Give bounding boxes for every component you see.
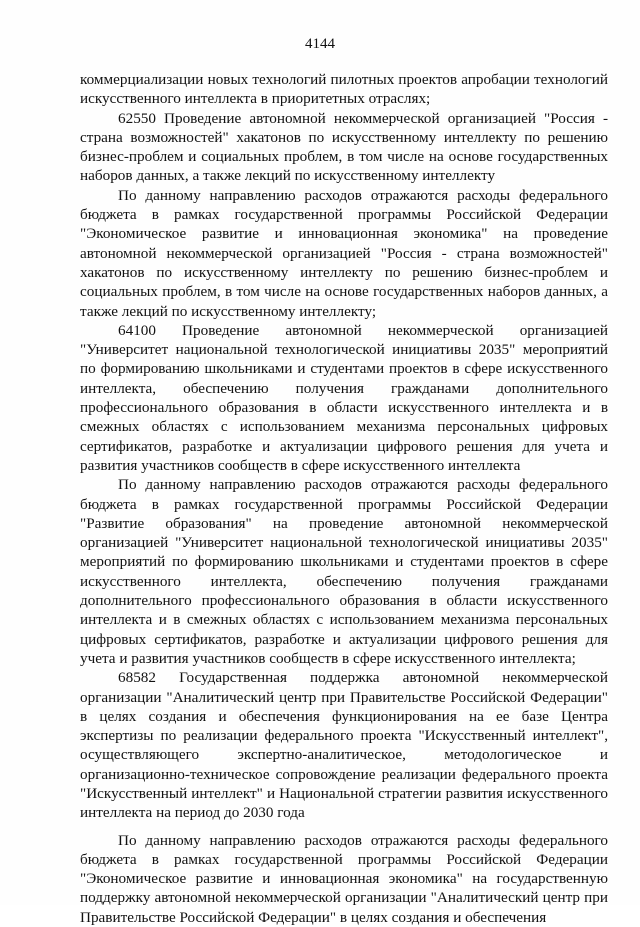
paragraph-description-68582: По данному направлению расходов отражаются расходы федерального бюджета в рамках государственной программы Российской Федерации "Экономическое развитие и инновационная экономика" на государственную поддержку автономной некоммерческой организации "Аналитический центр при Правительстве Российской Федерации" в целях создания и обеспечения (80, 831, 608, 926)
document-body (80, 70, 608, 927)
paragraph-description-64100: По данному направлению расходов отражаются расходы федерального бюджета в рамках государственной программы Российской Федерации "Развитие образования" на проведение автономной некоммерческой организацией "Университет национальной технологической инициативы 2035" мероприятий по формированию школьниками и студентами проектов в сфере искусственного интеллекта, обеспечению получения гражданами дополнительного профессионального образования в области искусственного интеллекта и в смежных областях с использованием механизма персональных цифровых сертификатов, разработке и актуализации цифрового решения для учета и развития участников сообществ в сфере искусственного интеллекта; (80, 476, 608, 667)
paragraph-code-68582: 68582 Государственная поддержка автономной некоммерческой организации "Аналитический центр при Правительстве Российской Федерации" в целях создания и обеспечения функционирования на ее базе Центра экспертизы по реализации федерального проекта "Искусственный интеллект", осуществляющего экспертно-аналитическое, методологическое и организационно-техническое сопровождение реализации федерального проекта "Искусственный интеллект" и Национальной стратегии развития искусственного интеллекта на период до 2030 года (80, 669, 608, 822)
paragraph-code-64100: 64100 Проведение автономной некоммерческой организацией "Университет национальной технологической инициативы 2035" мероприятий по формированию школьниками и студентами проектов в сфере искусственного интеллекта, обеспечению получения гражданами дополнительного профессионального образования в области искусственного интеллекта и в смежных областях с использованием механизма персональных цифровых сертификатов, разработке и актуализации цифрового решения для учета и развития участников сообществ в сфере искусственного интеллекта (80, 321, 608, 474)
page-number: 4144 (305, 36, 335, 52)
paragraph-description-62550: По данному направлению расходов отражаются расходы федерального бюджета в рамках государственной программы Российской Федерации "Экономическое развитие и инновационная экономика" на проведение автономной некоммерческой организацией "Россия - страна возможностей" хакатонов по искусственному интеллекту по решению бизнес-проблем и социальных проблем, в том числе на основе государственных наборов данных, а также лекций по искусственному интеллекту; (80, 186, 608, 320)
paragraph-code-62550: 62550 Проведение автономной некоммерческой организацией "Россия - страна возможностей" хакатонов по искусственному интеллекту по решению бизнес-проблем и социальных проблем, в том числе на основе государственных наборов данных, а также лекций по искусственному интеллекту (80, 109, 608, 185)
paragraph-continuation: коммерциализации новых технологий пилотных проектов апробации технологий искусственного интеллекта в приоритетных отраслях; (80, 71, 608, 108)
